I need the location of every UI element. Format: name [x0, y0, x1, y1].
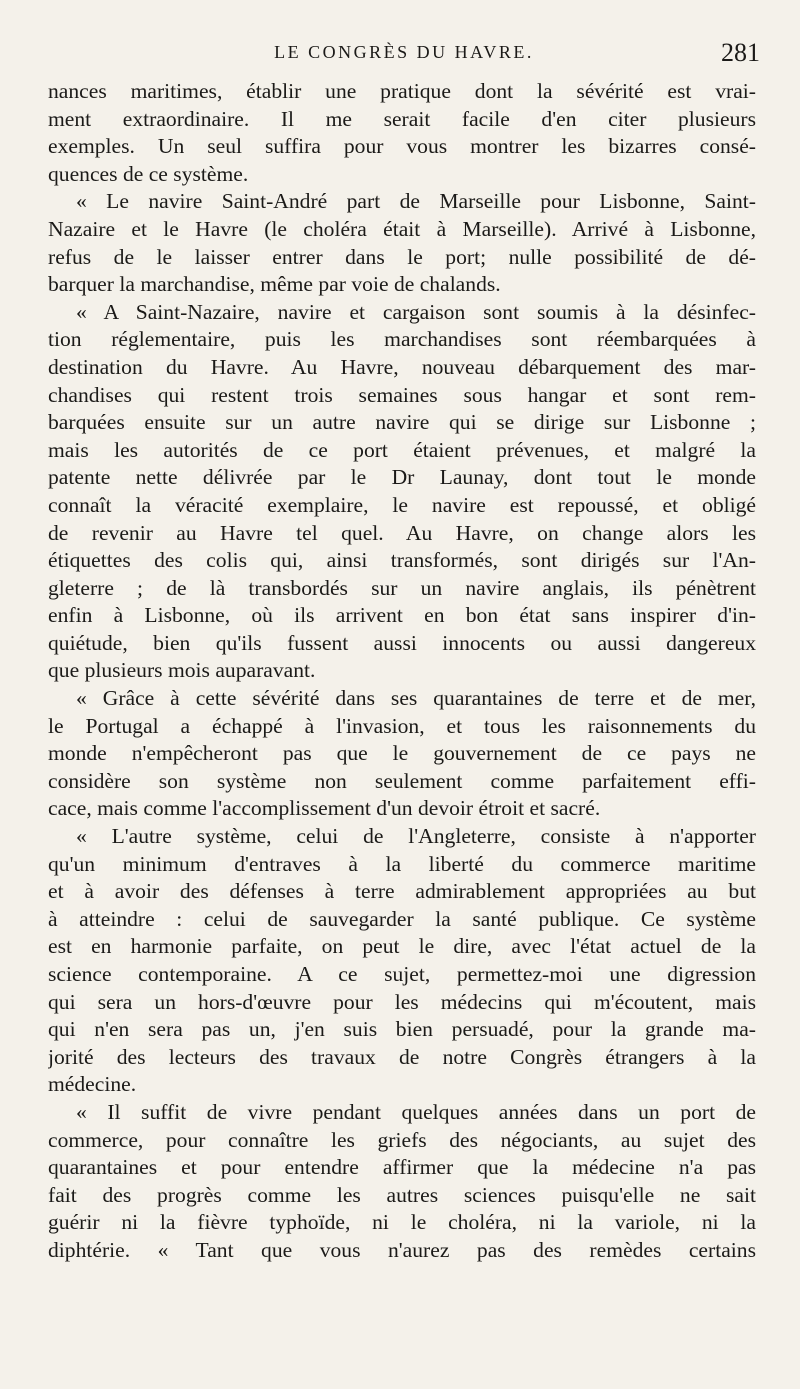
text-line: cace, mais comme l'accomplissement d'un devoir étroit et sacré.	[48, 796, 601, 821]
page-number: 281	[721, 38, 760, 67]
running-head	[48, 38, 760, 70]
text-line: de revenir au Havre tel quel. Au Havre, on change alors les	[48, 520, 756, 545]
text-line: « Il suffit de vivre pendant quelques années dans un port de	[76, 1099, 756, 1124]
text-line: que plusieurs mois auparavant.	[48, 658, 316, 683]
text-line: « Grâce à cette sévérité dans ses quarantaines de terre et de mer,	[76, 686, 756, 711]
text-line: patente nette délivrée par le Dr Launay, dont tout le monde	[48, 465, 756, 490]
text-line: « A Saint-Nazaire, navire et cargaison sont soumis à la désinfec-	[76, 299, 756, 324]
text-line: le Portugal a échappé à l'invasion, et tous les raisonnements du	[48, 713, 756, 738]
text-line: gleterre ; de là transbordés sur un navire anglais, ils pénètrent	[48, 575, 756, 600]
text-line: est en harmonie parfaite, on peut le dire, avec l'état actuel de la	[48, 934, 756, 959]
text-line: quences de ce système.	[48, 161, 249, 186]
text-line: guérir ni la fièvre typhoïde, ni le choléra, ni la variole, ni la	[48, 1210, 756, 1235]
text-line: commerce, pour connaître les griefs des négociants, au sujet des	[48, 1127, 756, 1152]
text-line: étiquettes des colis qui, ainsi transformés, sont dirigés sur l'An-	[48, 548, 756, 573]
text-line: chandises qui restent trois semaines sous hangar et sont rem-	[48, 382, 756, 407]
text-line: Nazaire et le Havre (le choléra était à Marseille). Arrivé à Lisbonne,	[48, 216, 756, 241]
text-line: nances maritimes, établir une pratique dont la sévérité est vrai-	[48, 79, 756, 103]
text-line: monde n'empêcheront pas que le gouvernement de ce pays ne	[48, 741, 756, 766]
body-text	[48, 78, 756, 1265]
text-line: qui n'en sera pas un, j'en suis bien persuadé, pour la grande ma-	[48, 1017, 756, 1042]
text-line: qu'un minimum d'entraves à la liberté du commerce maritime	[48, 851, 756, 876]
text-line: « Le navire Saint-André part de Marseille pour Lisbonne, Saint-	[76, 189, 756, 214]
text-line: diphtérie. « Tant que vous n'aurez pas des remèdes certains	[48, 1237, 756, 1262]
text-line: ment extraordinaire. Il me serait facile d'en citer plusieurs	[48, 106, 756, 131]
text-line: quiétude, bien qu'ils fussent aussi innocents ou aussi dangereux	[48, 630, 756, 655]
text-line: mais les autorités de ce port étaient prévenues, et malgré la	[48, 437, 756, 462]
text-line: considère son système non seulement comme parfaitement effi-	[48, 768, 756, 793]
text-line: exemples. Un seul suffira pour vous montrer les bizarres consé-	[48, 134, 756, 159]
running-title: LE CONGRÈS DU HAVRE.	[274, 42, 534, 62]
text-line: jorité des lecteurs des travaux de notre Congrès étrangers à la	[48, 1044, 756, 1069]
text-line: « L'autre système, celui de l'Angleterre, consiste à n'apporter	[76, 824, 756, 849]
text-line: barquer la marchandise, même par voie de chalands.	[48, 272, 501, 297]
text-line: et à avoir des défenses à terre admirablement appropriées au but	[48, 879, 756, 904]
text-line: refus de le laisser entrer dans le port; nulle possibilité de dé-	[48, 244, 756, 269]
text-line: quarantaines et pour entendre affirmer que la médecine n'a pas	[48, 1155, 756, 1180]
text-line: enfin à Lisbonne, où ils arrivent en bon état sans inspirer d'in-	[48, 603, 756, 628]
text-line: connaît la véracité exemplaire, le navire est repoussé, et obligé	[48, 492, 756, 517]
text-line: barquées ensuite sur un autre navire qui se dirige sur Lisbonne ;	[48, 410, 756, 435]
text-line: tion réglementaire, puis les marchandises sont réembarquées à	[48, 327, 756, 352]
text-line: qui sera un hors-d'œuvre pour les médecins qui m'écoutent, mais	[48, 989, 756, 1014]
text-line: médecine.	[48, 1072, 137, 1097]
text-line: fait des progrès comme les autres sciences puisqu'elle ne sait	[48, 1182, 756, 1207]
text-line: science contemporaine. A ce sujet, permettez-moi une digression	[48, 962, 756, 986]
text-line: destination du Havre. Au Havre, nouveau débarquement des mar-	[48, 354, 756, 379]
text-line: à atteindre : celui de sauvegarder la santé publique. Ce système	[48, 906, 756, 931]
